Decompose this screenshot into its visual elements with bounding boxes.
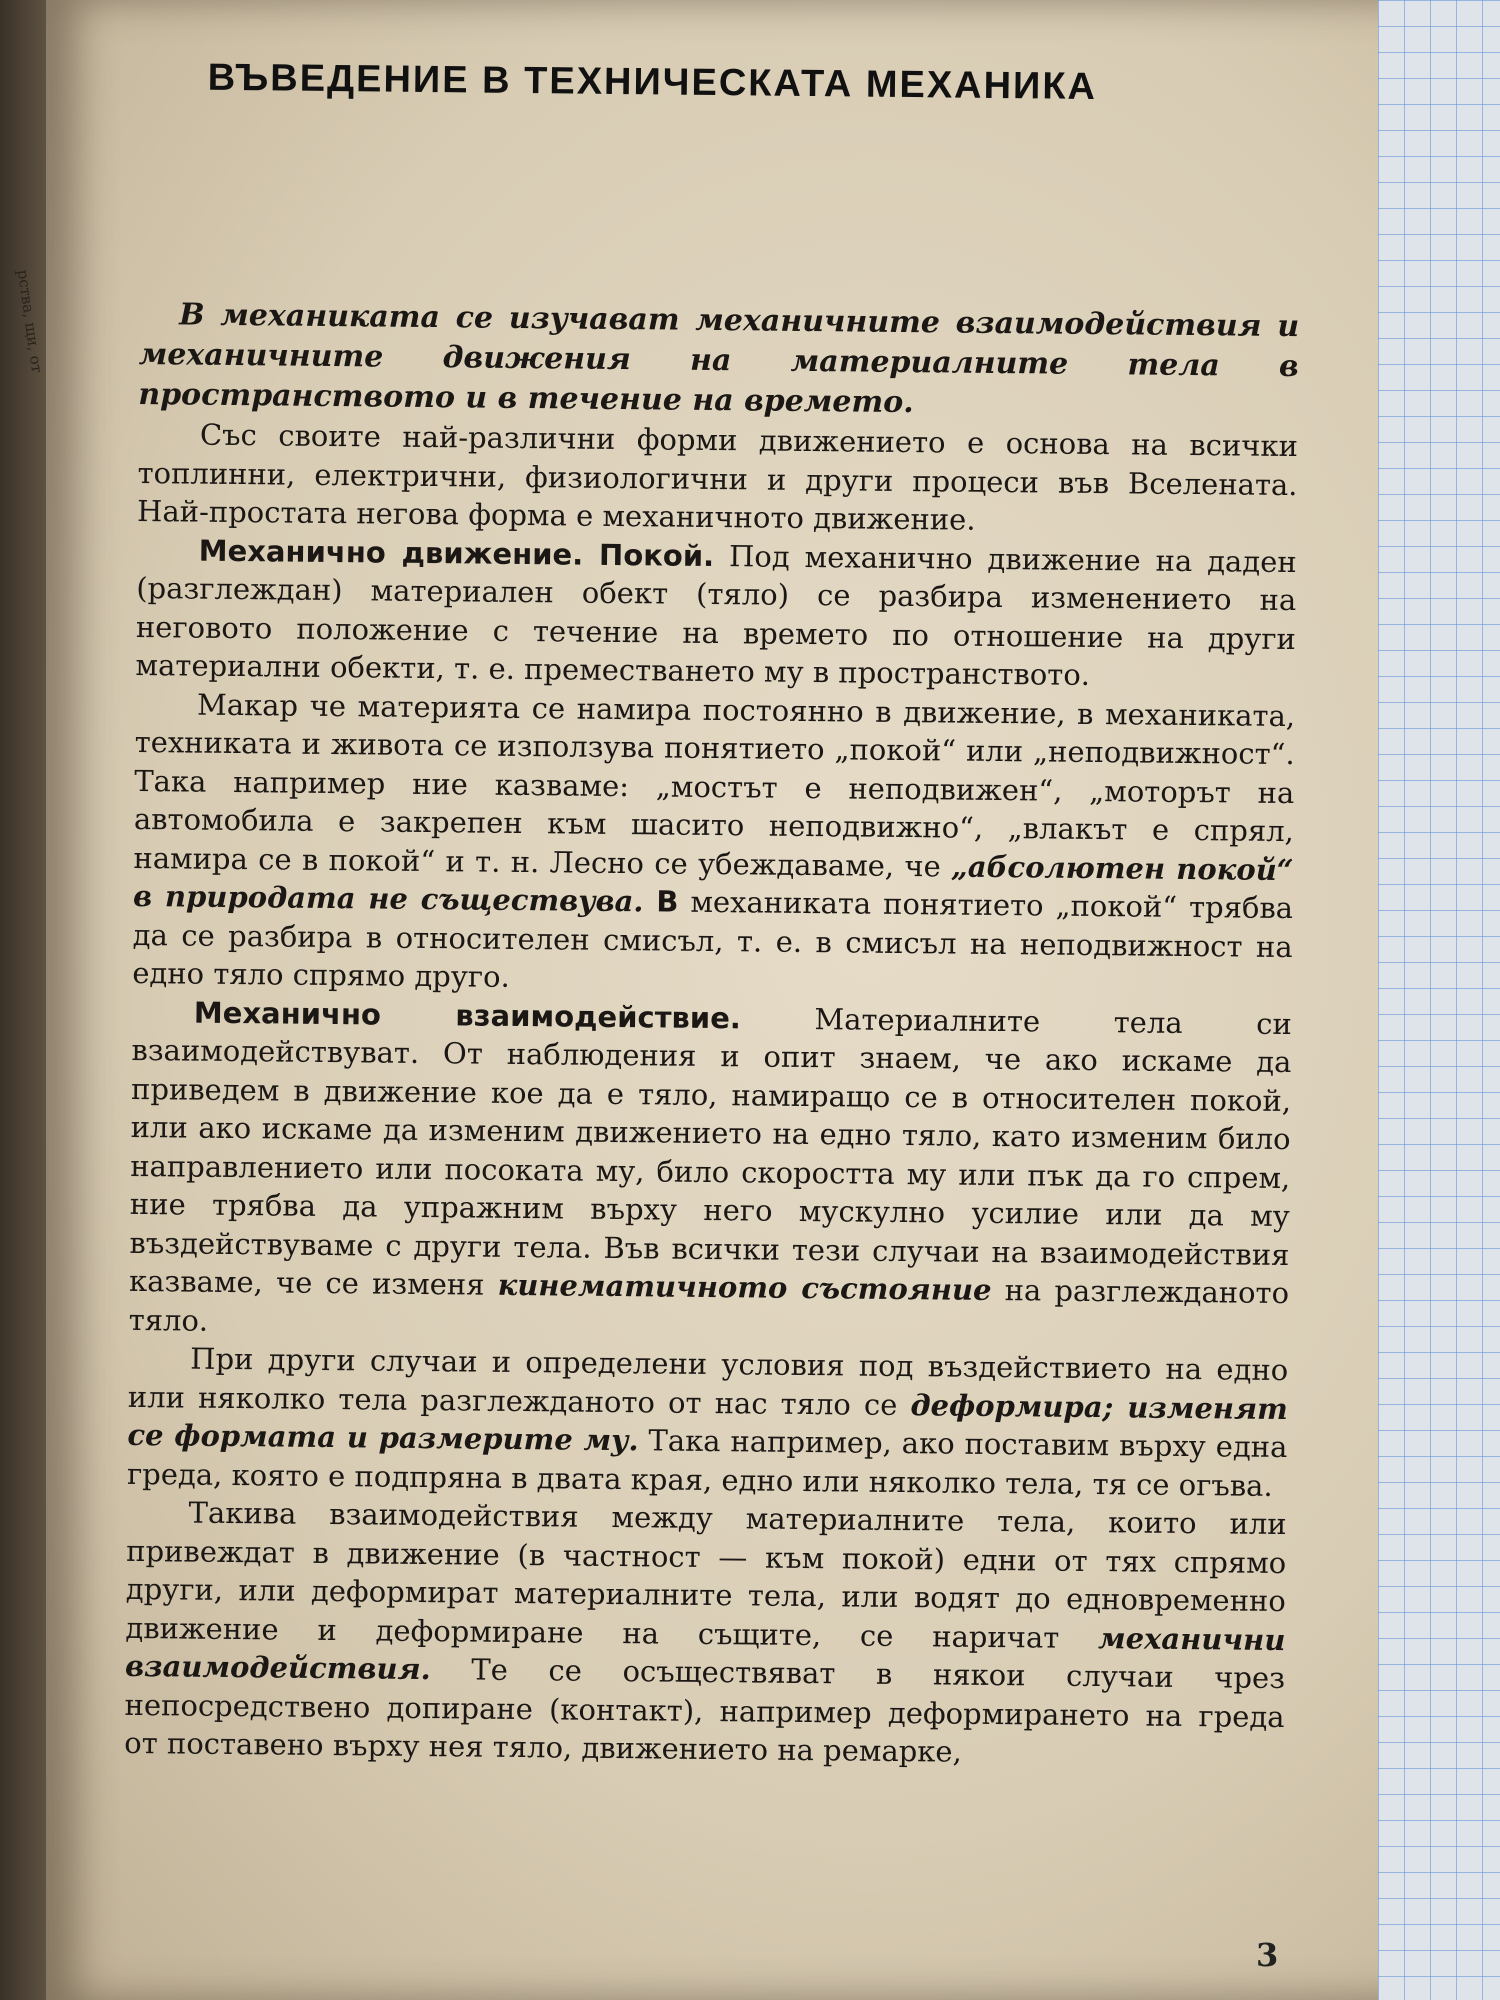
paragraph-2-text: Под механично движение на даден (разглеждан) материален обект (тяло) се разбира изменението на неговото положение с течение на времето по отношение на други материални обекти, т. е. преместването му в пространството. (135, 538, 1297, 692)
paragraph-5-text-a: При други случаи и определени условия под въздействието на едно или няколко тела разглежданото от нас тяло се (127, 1341, 1289, 1422)
paragraph-3-bold: В (643, 884, 679, 919)
paragraph-3-text-c: механиката понятието „покой“ трябва да се разбира в относителен смисъл, т. е. в смисъл на неподвижност на едно тяло спрямо друго. (132, 884, 1294, 994)
paragraph-4 (128, 992, 1292, 1351)
lead-paragraph: В механиката се изучават механичните взаимодействия и механичните движения на материалните тела в пространството и в течение на времето. (138, 297, 1300, 421)
section-title-motion: Механично движение. Покой. (198, 533, 715, 573)
paragraph-6-italic: механични взаимодействия. (124, 1620, 1286, 1687)
paragraph-3-italic: „абсолютен покой“ в природата не съществува. (132, 849, 1294, 919)
paragraph-4-text-c: на разглежданото тяло. (128, 1272, 1290, 1338)
paragraph-3-text-a: Макар че материята се намира постоянно в движение, в механиката, техниката и живота се използува понятието „покой“ или „неподвижност“. Така например ние казваме: „мостът е неподвижен“, „моторът на автомобила е закрепен към шасито неподвижно“, „влакът е спрял, намира се в покой“ и т. н. Лесно се убеждаваме, че (133, 687, 1296, 884)
paragraph-6-text-a: Такива взаимодействия между материалните тела, които или привеждат в движение (в частност — към покой) едни от тях спрямо други, или деформират материалните тела, или водят до едновременно движение и деформиране на същите, се наричат (125, 1495, 1287, 1655)
graph-paper-notebook (1378, 0, 1500, 2000)
paragraph-6 (124, 1493, 1287, 1775)
paragraph-4-italic: кинематичното състояние (497, 1267, 992, 1307)
page-number: 3 (1256, 1936, 1279, 1974)
paragraph-5-italic: деформира; изменят се формата и размерите му. (127, 1387, 1288, 1458)
paragraph-2 (135, 530, 1297, 696)
page-heading: ВЪВЕДЕНИЕ В ТЕХНИЧЕСКАТА МЕХАНИКА (207, 56, 1098, 109)
paragraph-5-text-c: Така например, ако поставим върху една греда, която е подпряна в двата края, едно или няколко тела, тя се огъва. (126, 1423, 1288, 1503)
paragraph-3 (132, 684, 1295, 1004)
text-column (124, 48, 1302, 1775)
paragraph-1: Със своите най-различни форми движението е основа на всички топлинни, електрични, физиологични и други процеси във Вселената. Най-простата негова форма е механичното движение. (136, 417, 1299, 537)
section-title-interaction: Механично взаимодействие. (193, 995, 742, 1035)
book-page (46, 0, 1418, 2000)
previous-page-text-fragment: рства, щи, от (13, 268, 47, 374)
paragraph-5 (127, 1339, 1289, 1505)
paragraph-6-text-c: Те се осъществяват в някои случаи чрез непосредствено допиране (контакт), например деформирането на греда от поставено върху нея тяло, движението на ремарке, (124, 1652, 1286, 1769)
paragraph-4-text-a: Материалните тела си взаимодействуват. От наблюдения и опит знаем, че ако искаме да приведем в движение кое да е тяло, намиращо се в относителен покой, или ако искаме да изменим движението на едно тяло, като изменим било направлението или посоката му, било скоростта му или пък да го спрем, ние трябва да упражним върху него мускулно усилие или да му въздействуваме с други тела. Във всички тези случаи на взаимодействия казваме, че се изменя (128, 1000, 1293, 1302)
